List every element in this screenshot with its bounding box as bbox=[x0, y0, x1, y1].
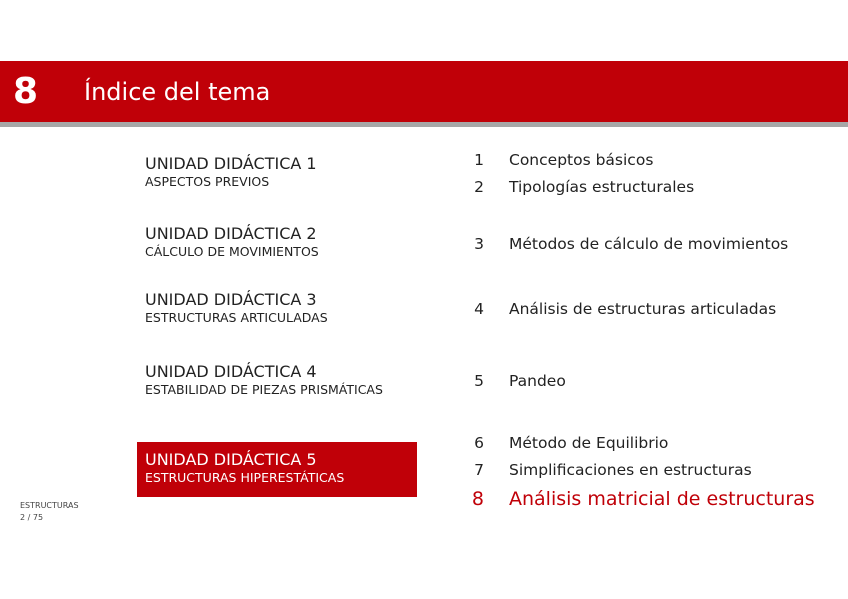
unit-title: UNIDAD DIDÁCTICA 2 bbox=[145, 224, 317, 243]
unit-subtitle: ESTABILIDAD DE PIEZAS PRISMÁTICAS bbox=[145, 382, 383, 397]
unit-title: UNIDAD DIDÁCTICA 4 bbox=[145, 362, 317, 381]
topic-number: 4 bbox=[474, 300, 484, 318]
footer-course: ESTRUCTURAS bbox=[20, 501, 79, 510]
topic-label: Simplificaciones en estructuras bbox=[509, 461, 752, 479]
unit-title: UNIDAD DIDÁCTICA 3 bbox=[145, 290, 317, 309]
topic-number: 8 bbox=[471, 488, 484, 510]
header-underline bbox=[0, 122, 848, 127]
topic-label: Métodos de cálculo de movimientos bbox=[509, 235, 789, 253]
topic-label: Pandeo bbox=[509, 372, 566, 390]
unit-3[interactable] bbox=[145, 290, 425, 326]
topic-label: Análisis matricial de estructuras bbox=[509, 488, 815, 510]
unit-subtitle: ASPECTOS PREVIOS bbox=[145, 174, 270, 189]
chapter-number: 8 bbox=[13, 71, 39, 112]
unit-1[interactable] bbox=[145, 154, 425, 190]
topic-label: Conceptos básicos bbox=[509, 151, 654, 169]
topic-number: 6 bbox=[474, 434, 484, 452]
unit-5-active[interactable] bbox=[137, 442, 417, 497]
topic-label: Análisis de estructuras articuladas bbox=[509, 300, 777, 318]
topic-number: 5 bbox=[474, 372, 484, 390]
topic-label: Tipologías estructurales bbox=[509, 178, 695, 196]
unit-4[interactable] bbox=[145, 362, 425, 398]
topic-number: 3 bbox=[474, 235, 484, 253]
unit-subtitle: ESTRUCTURAS ARTICULADAS bbox=[145, 310, 328, 325]
unit-title: UNIDAD DIDÁCTICA 1 bbox=[145, 154, 317, 173]
footer-page-number: 2 / 75 bbox=[20, 513, 44, 522]
page-title: Índice del tema bbox=[84, 78, 271, 106]
topic-label: Método de Equilibrio bbox=[509, 434, 669, 452]
topic-number: 2 bbox=[474, 178, 484, 196]
topic-number: 7 bbox=[474, 461, 484, 479]
unit-title: UNIDAD DIDÁCTICA 5 bbox=[145, 450, 317, 469]
unit-subtitle: ESTRUCTURAS HIPERESTÁTICAS bbox=[145, 470, 345, 485]
footer bbox=[20, 500, 79, 524]
unit-2[interactable] bbox=[145, 224, 425, 260]
unit-subtitle: CÁLCULO DE MOVIMIENTOS bbox=[145, 244, 319, 259]
topic-number: 1 bbox=[474, 151, 484, 169]
